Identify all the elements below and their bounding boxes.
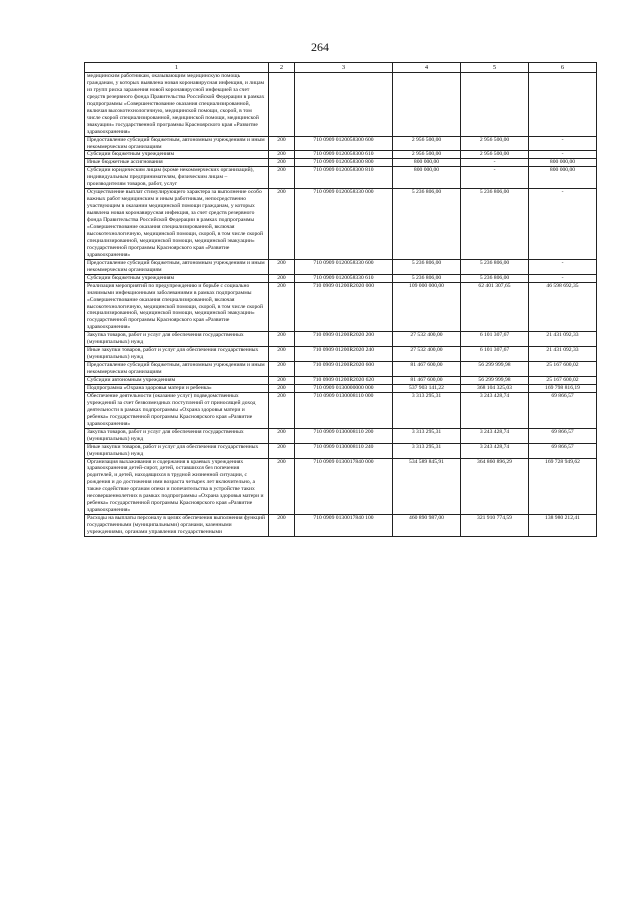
table-row <box>85 282 597 332</box>
row-code-cell <box>269 73 295 137</box>
row-value-1-cell: 27 532 400,00 <box>393 332 461 347</box>
table-row <box>85 332 597 347</box>
row-name-cell: Предоставление субсидий бюджетным, автономным учреждениям и иным некоммерческим организациям <box>85 259 269 274</box>
row-value-3-cell: 21 431 092,33 <box>529 347 597 362</box>
row-code-cell: 200 <box>269 458 295 515</box>
row-value-3-cell: 46 598 692,35 <box>529 282 597 332</box>
row-value-3-cell: - <box>529 189 597 260</box>
row-code-cell: 200 <box>269 274 295 282</box>
row-kbk-cell: 710 0909 01200R2020 240 <box>295 347 393 362</box>
row-value-3-cell: 169 798 816,19 <box>529 384 597 392</box>
row-value-3-cell: 169 728 949,62 <box>529 458 597 515</box>
row-value-2-cell: 2 956 500,00 <box>461 136 529 151</box>
row-value-3-cell: 69 866,57 <box>529 443 597 458</box>
table-row <box>85 259 597 274</box>
row-value-2-cell: 321 910 774,59 <box>461 515 529 537</box>
row-value-1-cell <box>393 73 461 137</box>
row-name-cell: Субсидии бюджетным учреждениям <box>85 274 269 282</box>
row-name-cell: Предоставление субсидий бюджетным, автономным учреждениям и иным некоммерческим организациям <box>85 362 269 377</box>
row-kbk-cell: 710 0909 0120058300 800 <box>295 159 393 167</box>
row-value-1-cell: 800 000,00 <box>393 159 461 167</box>
row-value-3-cell: - <box>529 274 597 282</box>
table-row <box>85 428 597 443</box>
row-value-1-cell: 537 903 141,22 <box>393 384 461 392</box>
row-code-cell: 200 <box>269 151 295 159</box>
row-name-cell: Субсидии бюджетным учреждениям <box>85 151 269 159</box>
row-kbk-cell: 710 0909 0120058330 610 <box>295 274 393 282</box>
row-kbk-cell: 710 0909 0130008110 240 <box>295 443 393 458</box>
page-number: 264 <box>311 40 329 54</box>
row-value-1-cell: 5 236 806,00 <box>393 259 461 274</box>
row-kbk-cell: 710 0909 01200R2020 200 <box>295 332 393 347</box>
row-value-2-cell: 3 243 428,74 <box>461 443 529 458</box>
row-value-1-cell: 5 236 806,00 <box>393 274 461 282</box>
row-value-3-cell: 25 167 600,02 <box>529 377 597 385</box>
row-value-2-cell: 3 243 428,74 <box>461 392 529 428</box>
row-value-2-cell: 62 401 307,65 <box>461 282 529 332</box>
row-name-cell: Предоставление субсидий бюджетным, автономным учреждениям и иным некоммерческим организациям <box>85 136 269 151</box>
row-name-cell: Расходы на выплаты персоналу в целях обеспечения выполнения функций государственными (муниципальными) органами, казенными учреждениями, органами управления государственными <box>85 515 269 537</box>
column-header: 5 <box>461 63 529 73</box>
row-kbk-cell: 710 0909 0130017840 100 <box>295 515 393 537</box>
table-row <box>85 443 597 458</box>
table-row <box>85 362 597 377</box>
row-value-1-cell: 5 236 806,00 <box>393 189 461 260</box>
row-value-1-cell: 534 589 845,91 <box>393 458 461 515</box>
row-name-cell: Реализация мероприятий по предупреждению и борьбе с социально значимыми инфекционными заболеваниями в рамках подпрограммы «Совершенствование оказания специализированной, включая высокотехнологичную, медицинской помощи, скорой, в том числе скорой специализированной, медицинской помощи, медицинской эвакуации» государственной программы Красноярского края «Развитие здравоохранения» <box>85 282 269 332</box>
row-value-1-cell: 460 890 987,00 <box>393 515 461 537</box>
row-value-1-cell: 27 532 400,00 <box>393 347 461 362</box>
row-name-cell: Закупка товаров, работ и услуг для обеспечения государственных (муниципальных) нужд <box>85 428 269 443</box>
row-value-2-cell: 56 299 999,98 <box>461 377 529 385</box>
row-value-3-cell: 800 000,00 <box>529 167 597 189</box>
row-name-cell: Осуществление выплат стимулирующего характера за выполнение особо важных работ медицинским и иным работникам, непосредственно участвующим в оказании медицинской помощи гражданам, у которых выявлена новая коронавирусная инфекция, за счет средств резервного фонда Правительства Российской Федерации в рамках подпрограммы «Совершенствование оказания специализированной, включая высокотехнологичную, медицинской помощи, скорой, в том числе скорой специализированной, медицинской помощи, медицинской эвакуации» государственной программы Красноярского края «Развитие здравоохранения» <box>85 189 269 260</box>
row-value-1-cell: 109 000 000,00 <box>393 282 461 332</box>
column-header: 4 <box>393 63 461 73</box>
row-value-2-cell <box>461 73 529 137</box>
row-code-cell: 200 <box>269 362 295 377</box>
row-code-cell: 200 <box>269 377 295 385</box>
row-code-cell: 200 <box>269 167 295 189</box>
row-kbk-cell: 710 0909 0130008110 000 <box>295 392 393 428</box>
row-kbk-cell: 710 0909 0120058300 610 <box>295 151 393 159</box>
row-name-cell: Подпрограмма «Охрана здоровья матери и ребенка» <box>85 384 269 392</box>
row-code-cell: 200 <box>269 347 295 362</box>
row-kbk-cell: 710 0909 0130008110 200 <box>295 428 393 443</box>
row-name-cell: медицинским работникам, оказывающим медицинскую помощь гражданам, у которых выявлена новая коронавирусная инфекция, и лицам из групп риска заражения новой коронавирусной инфекцией за счет средств резервного фонда Правительства Российской Федерации в рамках подпрограммы «Совершенствование оказания специализированной, включая высокотехнологичную, медицинской помощи, скорой, в том числе скорой специализированной, медицинской помощи, медицинской эвакуации» государственной программы Красноярского края «Развитие здравоохранения» <box>85 73 269 137</box>
header-row <box>85 63 597 73</box>
row-code-cell: 200 <box>269 332 295 347</box>
row-name-cell: Субсидии автономным учреждениям <box>85 377 269 385</box>
row-value-1-cell: 81 467 600,00 <box>393 377 461 385</box>
row-value-3-cell: 21 431 092,33 <box>529 332 597 347</box>
row-name-cell: Иные закупки товаров, работ и услуг для обеспечения государственных (муниципальных) нужд <box>85 443 269 458</box>
row-value-1-cell: 2 956 500,00 <box>393 136 461 151</box>
row-code-cell: 200 <box>269 159 295 167</box>
row-code-cell: 200 <box>269 443 295 458</box>
table-row <box>85 384 597 392</box>
row-name-cell: Закупка товаров, работ и услуг для обеспечения государственных (муниципальных) нужд <box>85 332 269 347</box>
row-kbk-cell: 710 0909 0120058300 600 <box>295 136 393 151</box>
row-value-2-cell: 364 860 896,29 <box>461 458 529 515</box>
row-value-3-cell <box>529 73 597 137</box>
row-kbk-cell: 710 0909 0120058330 600 <box>295 259 393 274</box>
row-value-3-cell: 138 980 212,41 <box>529 515 597 537</box>
table-row <box>85 159 597 167</box>
row-value-3-cell: 25 167 600,02 <box>529 362 597 377</box>
row-value-1-cell: 81 467 600,00 <box>393 362 461 377</box>
table-row <box>85 515 597 537</box>
row-value-2-cell: - <box>461 159 529 167</box>
table-row <box>85 377 597 385</box>
table-row <box>85 151 597 159</box>
row-code-cell: 200 <box>269 384 295 392</box>
row-value-2-cell: - <box>461 167 529 189</box>
table-row <box>85 73 597 137</box>
row-code-cell: 200 <box>269 136 295 151</box>
budget-table <box>84 62 597 537</box>
row-name-cell: Организация выхаживания и содержания в краевых учреждениях здравоохранения детей-сирот, детей, оставшихся без попечения родителей, и детей, находящихся в трудной жизненной ситуации, с рождения и до достижения ими возраста четырех лет включительно, а также содействие органам опеки и попечительства в устройстве таких несовершеннолетних в рамках подпрограммы «Охрана здоровья матери и ребенка» государственной программы Красноярского края «Развитие здравоохранения» <box>85 458 269 515</box>
row-value-3-cell: - <box>529 136 597 151</box>
row-kbk-cell: 710 0909 0120058330 000 <box>295 189 393 260</box>
column-header: 3 <box>295 63 393 73</box>
row-value-2-cell: 6 101 307,67 <box>461 332 529 347</box>
column-header: 2 <box>269 63 295 73</box>
row-value-3-cell: - <box>529 259 597 274</box>
table-row <box>85 392 597 428</box>
row-value-3-cell: 800 000,00 <box>529 159 597 167</box>
row-kbk-cell: 710 0909 01200R2020 000 <box>295 282 393 332</box>
row-code-cell: 200 <box>269 259 295 274</box>
row-value-1-cell: 800 000,00 <box>393 167 461 189</box>
row-value-2-cell: 5 236 806,00 <box>461 274 529 282</box>
row-name-cell: Иные бюджетные ассигнования <box>85 159 269 167</box>
column-header: 6 <box>529 63 597 73</box>
row-code-cell: 200 <box>269 189 295 260</box>
row-value-3-cell: 69 866,57 <box>529 428 597 443</box>
row-name-cell: Иные закупки товаров, работ и услуг для обеспечения государственных (муниципальных) нужд <box>85 347 269 362</box>
row-kbk-cell: 710 0909 01200R2020 600 <box>295 362 393 377</box>
table-row <box>85 458 597 515</box>
row-value-2-cell: 5 236 806,00 <box>461 189 529 260</box>
row-value-2-cell: 3 243 428,74 <box>461 428 529 443</box>
row-value-2-cell: 56 299 999,98 <box>461 362 529 377</box>
row-code-cell: 200 <box>269 428 295 443</box>
row-value-1-cell: 3 313 295,31 <box>393 443 461 458</box>
row-value-1-cell: 3 313 295,31 <box>393 428 461 443</box>
row-code-cell: 200 <box>269 392 295 428</box>
table-row <box>85 189 597 260</box>
table-row <box>85 274 597 282</box>
row-kbk-cell: 710 0909 0130000000 000 <box>295 384 393 392</box>
row-kbk-cell <box>295 73 393 137</box>
row-name-cell: Субсидии юридическим лицам (кроме некоммерческих организаций), индивидуальным предпринимателям, физическим лицам – производителям товаров, работ, услуг <box>85 167 269 189</box>
row-kbk-cell: 710 0909 01200R2020 620 <box>295 377 393 385</box>
row-code-cell: 200 <box>269 515 295 537</box>
row-code-cell: 200 <box>269 282 295 332</box>
table-row <box>85 136 597 151</box>
table-row <box>85 167 597 189</box>
row-value-2-cell: 6 101 307,67 <box>461 347 529 362</box>
table-row <box>85 347 597 362</box>
row-value-2-cell: 2 956 500,00 <box>461 151 529 159</box>
row-name-cell: Обеспечение деятельности (оказание услуг) подведомственных учреждений за счет безвозмездных поступлений от приносящей доход деятельности в рамках подпрограммы «Охрана здоровья матери и ребенка» государственной программы Красноярского края «Развитие здравоохранения» <box>85 392 269 428</box>
row-value-2-cell: 5 236 806,00 <box>461 259 529 274</box>
row-kbk-cell: 710 0909 0120058300 810 <box>295 167 393 189</box>
row-value-1-cell: 2 956 500,00 <box>393 151 461 159</box>
row-value-3-cell: - <box>529 151 597 159</box>
row-kbk-cell: 710 0909 0130017840 000 <box>295 458 393 515</box>
row-value-3-cell: 69 866,57 <box>529 392 597 428</box>
row-value-2-cell: 368 104 325,03 <box>461 384 529 392</box>
column-header: 1 <box>85 63 269 73</box>
row-value-1-cell: 3 313 295,31 <box>393 392 461 428</box>
